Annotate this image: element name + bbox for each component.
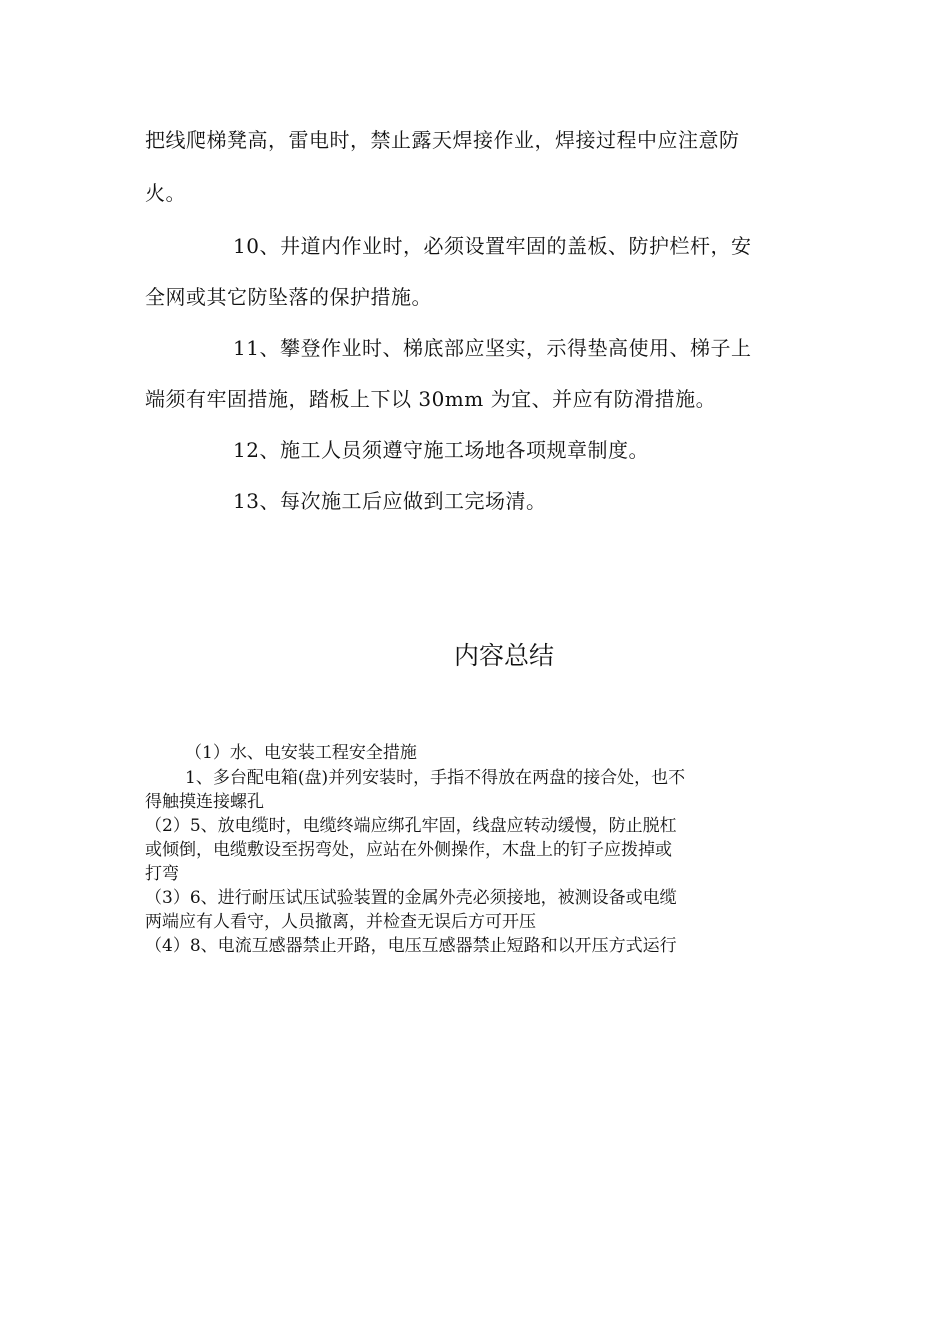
summary-line: （4）8、电流互感器禁止开路，电压互感器禁止短路和以开压方式运行 xyxy=(145,936,677,956)
body-line: 端须有牢固措施，踏板上下以 30mm 为宜、并应有防滑措施。 xyxy=(145,387,717,411)
summary-line: 1、多台配电箱(盘)并列安装时，手指不得放在两盘的接合处，也不 xyxy=(185,768,686,788)
summary-title: 内容总结 xyxy=(453,641,554,670)
summary-line: （1）水、电安装工程安全措施 xyxy=(185,743,417,763)
summary-line: 两端应有人看守，人员撤离，并检查无误后方可开压 xyxy=(145,912,536,932)
summary-line: 得触摸连接螺孔 xyxy=(145,792,264,812)
body-line: 火。 xyxy=(145,181,186,205)
body-line: 把线爬梯凳高，雷电时，禁止露天焊接作业，焊接过程中应注意防 xyxy=(145,128,740,152)
summary-line: （3）6、进行耐压试压试验装置的金属外壳必须接地，被测设备或电缆 xyxy=(145,888,677,908)
summary-line: 打弯 xyxy=(145,864,179,884)
summary-line: （2）5、放电缆时，电缆终端应绑孔牢固，线盘应转动缓慢，防止脱杠 xyxy=(145,816,677,836)
body-line-item-13: 13、每次施工后应做到工完场清。 xyxy=(233,489,547,513)
body-line-item-12: 12、施工人员须遵守施工场地各项规章制度。 xyxy=(233,438,649,462)
body-line-item-10: 10、井道内作业时，必须设置牢固的盖板、防护栏杆，安 xyxy=(233,234,752,258)
body-line: 全网或其它防坠落的保护措施。 xyxy=(145,285,432,309)
summary-line: 或倾倒，电缆敷设至拐弯处，应站在外侧操作，木盘上的钉子应拨掉或 xyxy=(145,840,672,860)
body-line-item-11: 11、攀登作业时、梯底部应坚实，示得垫高使用、梯子上 xyxy=(233,336,752,360)
